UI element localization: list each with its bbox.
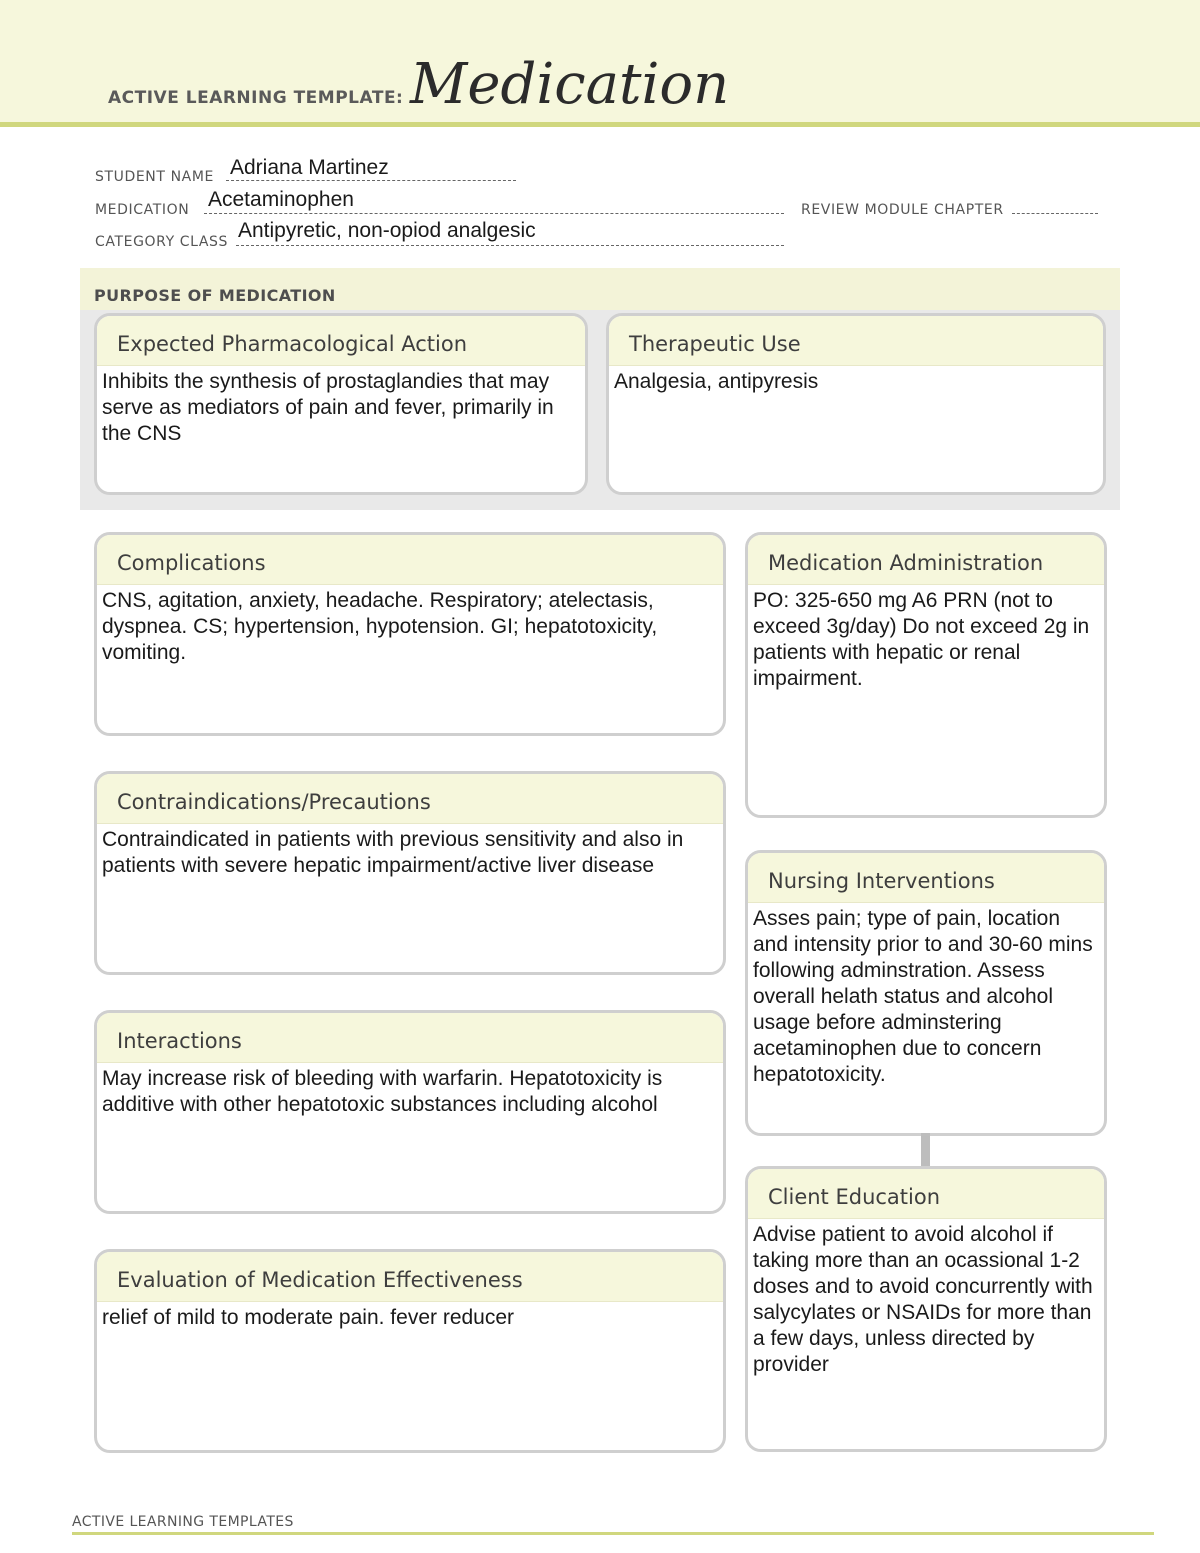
card-connector — [921, 1133, 930, 1169]
category-class-label: CATEGORY CLASS — [95, 234, 229, 250]
therapeutic-use-card — [606, 313, 1106, 495]
interactions-text[interactable]: May increase risk of bleeding with warfarin. Hepatotoxicity is additive with other hepatotoxic substances including alcohol — [102, 1067, 663, 1116]
administration-text[interactable]: PO: 325-650 mg A6 PRN (not to exceed 3g/day) Do not exceed 2g in patients with hepatic or renal impairment. — [753, 589, 1090, 690]
complications-title: Complications — [97, 535, 723, 585]
evaluation-card — [94, 1249, 726, 1453]
student-name-underline — [226, 180, 516, 181]
therapeutic-use-title: Therapeutic Use — [609, 316, 1103, 366]
administration-title: Medication Administration — [748, 535, 1104, 585]
interactions-title: Interactions — [97, 1013, 723, 1063]
evaluation-text[interactable]: relief of mild to moderate pain. fever reducer — [102, 1306, 515, 1329]
medication-underline — [204, 213, 784, 214]
therapeutic-use-text[interactable]: Analgesia, antipyresis — [614, 370, 819, 393]
client-education-title: Client Education — [748, 1169, 1104, 1219]
complications-text[interactable]: CNS, agitation, anxiety, headache. Respiratory; atelectasis, dyspnea. CS; hypertension, hypotension. GI; hepatotoxicity, vomiting. — [102, 589, 658, 664]
medication-row — [95, 199, 189, 218]
evaluation-title: Evaluation of Medication Effectiveness — [97, 1252, 723, 1302]
review-module-underline — [1012, 213, 1098, 214]
expected-action-title: Expected Pharmacological Action — [97, 316, 585, 366]
nursing-interventions-text[interactable]: Asses pain; type of pain, location and intensity prior to and 30-60 mins following adminstration. Assess overall helath status and alcohol usage before adminstering acetaminophen due to concern hepatotoxicity. — [753, 907, 1093, 1086]
contraindications-text[interactable]: Contraindicated in patients with previous sensitivity and also in patients with severe hepatic impairment/active liver disease — [102, 828, 684, 877]
footer-label: ACTIVE LEARNING TEMPLATES — [72, 1514, 294, 1530]
expected-action-text[interactable]: Inhibits the synthesis of prostaglandies that may serve as mediators of pain and fever, primarily in the CNS — [102, 370, 554, 445]
student-name-label: STUDENT NAME — [95, 169, 214, 185]
nursing-interventions-card — [745, 850, 1107, 1136]
nursing-interventions-title: Nursing Interventions — [748, 853, 1104, 903]
footer-rule — [72, 1532, 1154, 1535]
review-module-label: REVIEW MODULE CHAPTER — [801, 202, 1004, 218]
interactions-card — [94, 1010, 726, 1214]
medication-label: MEDICATION — [95, 202, 190, 218]
client-education-card — [745, 1166, 1107, 1452]
category-class-underline — [236, 245, 784, 246]
student-name-field[interactable]: Adriana Martinez — [230, 156, 389, 179]
page-title: Medication — [410, 52, 730, 117]
complications-card — [94, 532, 726, 736]
expected-action-card — [94, 313, 588, 495]
template-label: ACTIVE LEARNING TEMPLATE: — [108, 88, 404, 108]
review-module-row — [801, 199, 1004, 218]
medication-field[interactable]: Acetaminophen — [208, 188, 354, 211]
client-education-text[interactable]: Advise patient to avoid alcohol if taking more than an ocassional 1-2 doses and to avoid concurrently with salycylates or NSAIDs for more than a few days, unless directed by provider — [753, 1223, 1093, 1376]
category-class-field[interactable]: Antipyretic, non-opiod analgesic — [238, 219, 536, 242]
student-name-row — [95, 166, 214, 185]
administration-card — [745, 532, 1107, 818]
contraindications-title: Contraindications/Precautions — [97, 774, 723, 824]
contraindications-card — [94, 771, 726, 975]
category-class-row — [95, 231, 228, 250]
purpose-label: PURPOSE OF MEDICATION — [94, 286, 336, 305]
